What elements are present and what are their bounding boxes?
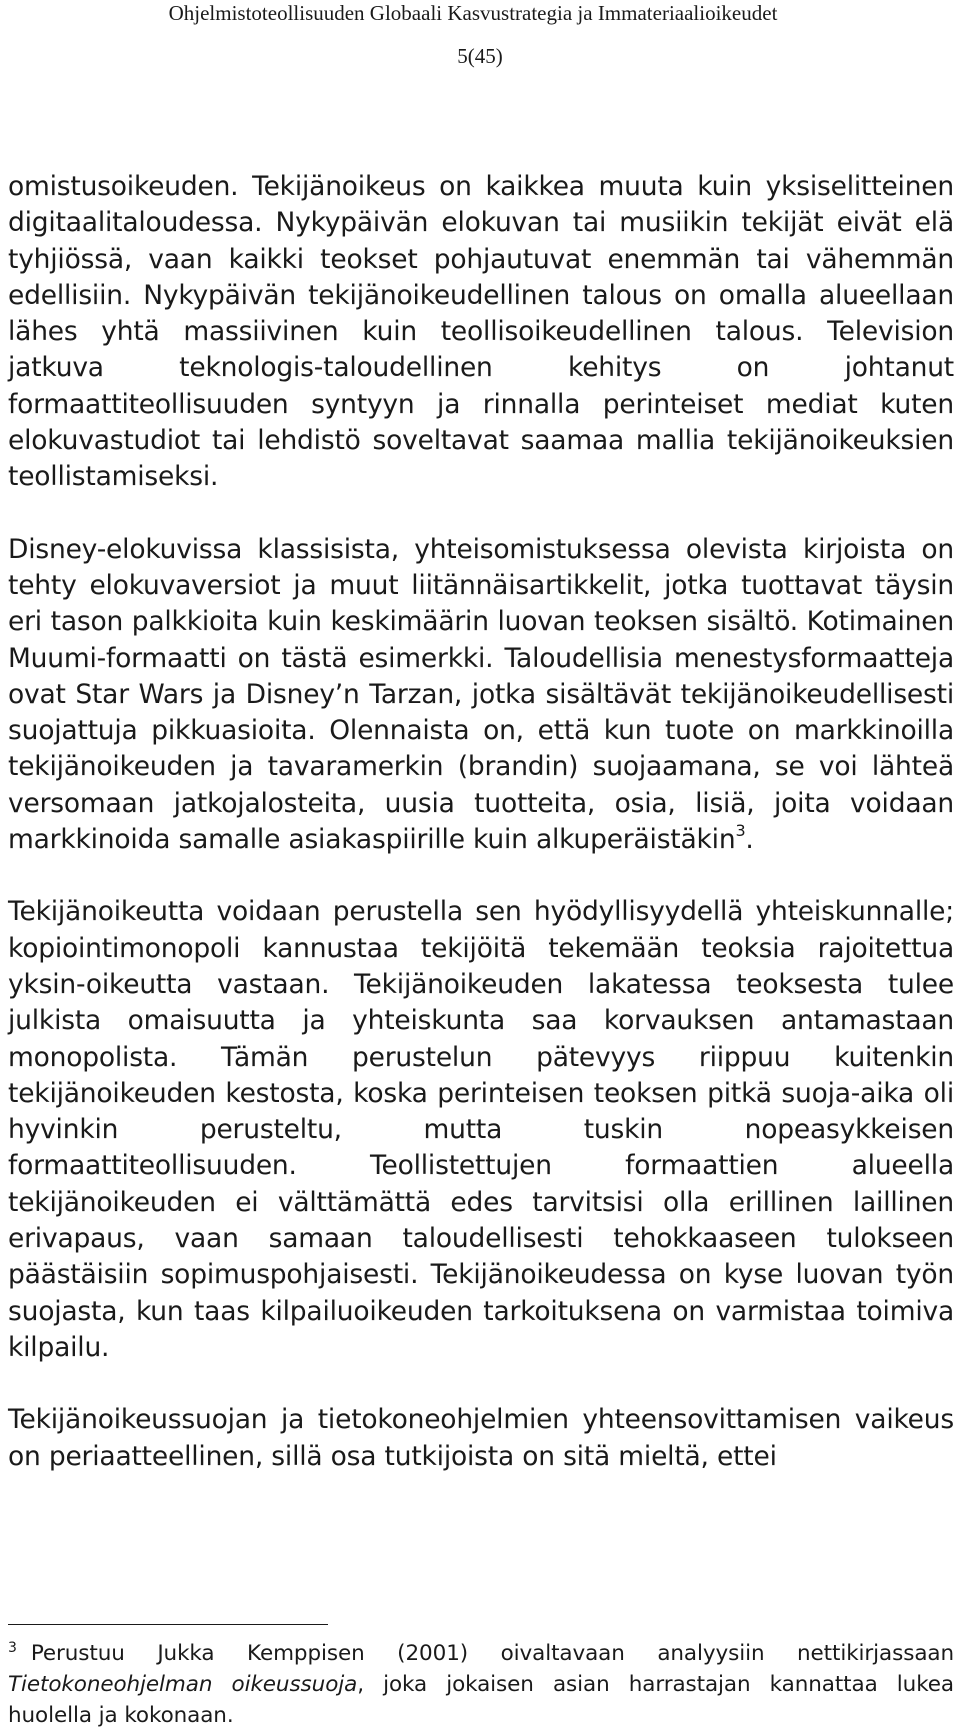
paragraph bbox=[8, 169, 954, 496]
paragraph-text: omistusoikeuden. Tekijänoikeus on kaikkea muuta kuin yksiselitteinen digitaalitaloudessa. Nykypäivän elokuvan tai musiikin tekijät eivät elä tyhjiössä, vaan kaikki teokset pohjautuvat enemmän tai vähemmän edellisiin. Nykypäivän tekijänoikeudellinen talous on omalla alueellaan lähes yhtä massiivinen kuin teollisoikeudellinen talous. Television jatkuva teknologis-taloudellinen kehitys on johtanut formaattiteollisuuden syntyyn ja rinnalla perinteiset mediat kuten elokuvastudiot tai lehdistö soveltavat saamaa mallia tekijänoikeuksien teollistamiseksi. bbox=[8, 171, 954, 493]
paragraph-text: Tekijänoikeussuojan ja tietokoneohjelmien yhteensovittamisen vaikeus on periaatteellinen, sillä osa tutkijoista on sitä mieltä, ettei bbox=[8, 1404, 954, 1472]
paragraph-text: Disney-elokuvissa klassisista, yhteisomistuksessa olevista kirjoista on tehty elokuvaversiot ja muut liitännäisartikkelit, jotka tuottavat täysin eri tason palkkioita kuin keskimäärin luovan teoksen sisältö. Kotimainen Muumi-formaatti on tästä esimerkki. Taloudellisia menestysformaatteja ovat Star Wars ja Disney’n Tarzan, jotka sisältävät tekijänoikeudellisesti suojattuja pikkuasioita. Olennaista on, että kun tuote on markkinoilla tekijänoikeuden ja tavaramerkin (brandin) suojaamana, se voi lähteä versomaan jatkojalosteita, uusia tuotteita, osia, lisiä, joita voidaan markkinoida samalle asiakaspiirille kuin alkuperäistäkin bbox=[8, 533, 954, 856]
footnote-separator bbox=[8, 1624, 328, 1625]
footnote-text-end: , joka jokaisen asian harrastajan kannattaa lukea huolella ja kokonaan. bbox=[8, 1672, 954, 1728]
footnote-book-title: Tietokoneohjelman oikeussuoja bbox=[8, 1672, 358, 1697]
footnote-reference[interactable]: 3 bbox=[735, 821, 746, 841]
page-number: 5(45) bbox=[457, 44, 503, 68]
footnote bbox=[8, 1638, 954, 1731]
paragraph bbox=[8, 894, 954, 1366]
paragraph-text: Tekijänoikeutta voidaan perustella sen hyödyllisyydellä yhteiskunnalle; kopiointimonopoli kannustaa tekijöitä tekemään teoksia rajoitettua yksin-oikeutta vastaan. Tekijänoikeuden lakatessa teoksesta tulee julkista omaisuutta ja yhteiskunta saa korvauksen antamastaan monopolista. Tämän perustelun pätevyys riippuu kuitenkin tekijänoikeuden kestosta, koska perinteisen teoksen pitkä suoja-aika oli hyvinkin perusteltu, mutta tuskin nopeasykkeisen formaattiteollisuuden. Teollistettujen formaattien alueella tekijänoikeuden ei välttämättä edes tarvitsisi olla erillinen laillinen erivapaus, vaan samaan taloudellisesti tehokkaaseen tulokseen päästäisiin sopimuspohjaisesti. Tekijänoikeudessa on kyse luovan työn suojasta, kun taas kilpailuoikeuden tarkoituksena on varmistaa toimiva kilpailu. bbox=[8, 896, 954, 1363]
running-header: Ohjelmistoteollisuuden Globaali Kasvustrategia ja Immateriaalioikeudet bbox=[168, 1, 778, 25]
footnote-marker: 3 bbox=[8, 1640, 17, 1656]
paragraph bbox=[8, 532, 954, 859]
paragraph bbox=[8, 1402, 954, 1475]
body-text bbox=[8, 169, 954, 1475]
footnote-text: Perustuu Jukka Kemppisen (2001) oivaltavaan analyysiin nettikirjassaan bbox=[30, 1641, 954, 1666]
paragraph-text-end: . bbox=[745, 824, 754, 856]
